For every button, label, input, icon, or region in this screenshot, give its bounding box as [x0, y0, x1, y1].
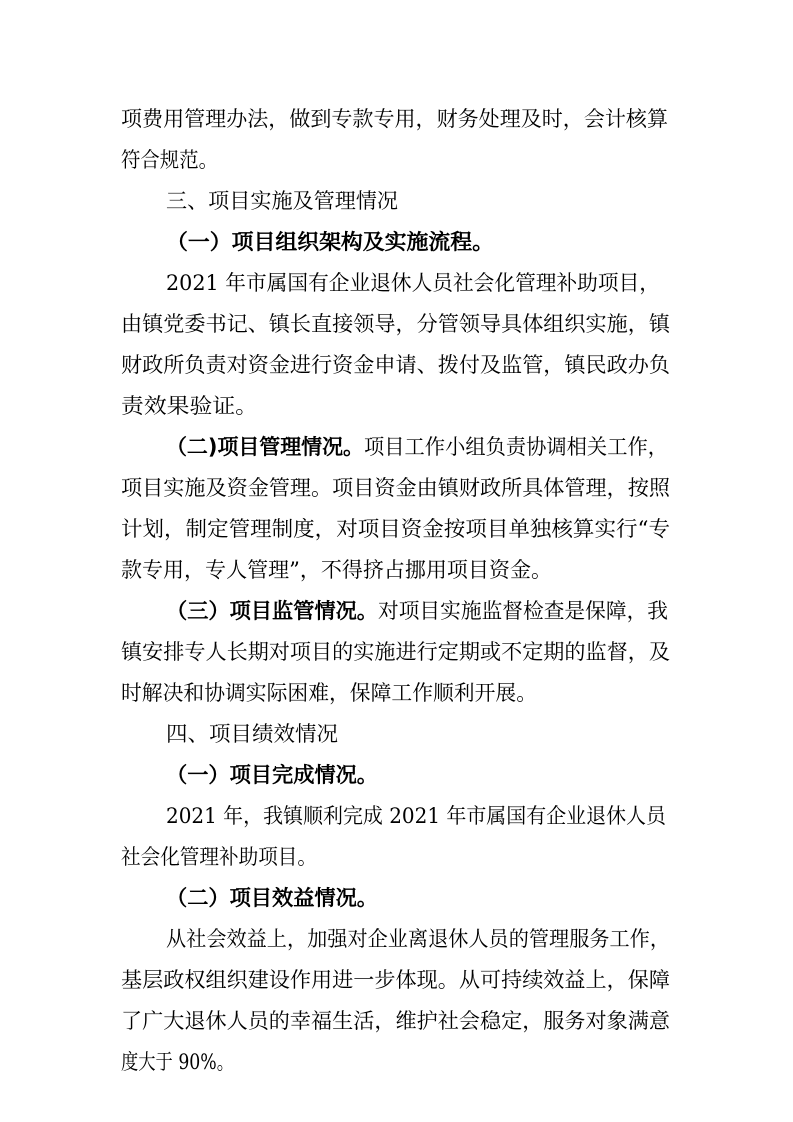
section-heading	[0, 184, 793, 218]
paragraph-line	[0, 348, 793, 382]
body-text: 镇安排专人长期对项目的实施进行定期或不定期的监督，及	[121, 640, 670, 664]
body-text: 项费用管理办法，做到专款专用，财务处理及时，会计核算	[121, 107, 668, 131]
body-text: 社会化管理补助项目。	[121, 845, 317, 869]
paragraph-line	[0, 553, 793, 587]
paragraph-line	[0, 840, 793, 874]
body-text: 基层政权组织建设作用进一步体现。从可持续效益上，保障	[121, 968, 670, 992]
body-text: 财政所负责对资金进行资金申请、拨付及监管，镇民政办负	[121, 353, 670, 377]
paragraph-line	[0, 430, 793, 464]
body-text: 2021 年市属国有企业退休人员社会化管理补助项目，	[166, 271, 660, 295]
paragraph-line	[0, 307, 793, 341]
subsection-heading	[0, 758, 793, 792]
paragraph-line	[0, 143, 793, 177]
body-text: 项目实施及资金管理。项目资金由镇财政所具体管理，按照	[121, 476, 670, 500]
body-text: 责效果验证。	[121, 394, 258, 418]
paragraph-line	[0, 471, 793, 505]
body-text: 2021 年，我镇顺利完成 2021 年市属国有企业退休人员	[166, 804, 666, 828]
paragraph-line	[0, 676, 793, 710]
paragraph-line	[0, 963, 793, 997]
paragraph-line	[0, 389, 793, 423]
subsection-heading-text: （二）项目效益情况。	[166, 886, 378, 910]
body-text: 款专用，专人管理”，不得挤占挪用项目资金。	[121, 558, 552, 582]
body-text: 从社会效益上，加强对企业离退休人员的管理服务工作，	[166, 927, 670, 951]
subsection-heading	[0, 225, 793, 259]
paragraph-line	[0, 799, 793, 833]
subsection-heading-text: （一）项目完成情况。	[166, 763, 378, 787]
body-text: 计划，制定管理制度，对项目资金按项目单独核算实行“专	[121, 517, 670, 541]
paragraph-line	[0, 266, 793, 300]
body-text: 符合规范。	[121, 148, 218, 172]
body-text: 对项目实施监督检查是保障，我	[378, 599, 668, 623]
body-text: 了广大退休人员的幸福生活，维护社会稳定，服务对象满意	[121, 1009, 670, 1033]
paragraph-line	[0, 594, 793, 628]
inline-heading: （二)项目管理情况。	[166, 435, 364, 459]
subsection-heading	[0, 881, 793, 915]
paragraph-line	[0, 512, 793, 546]
body-text: 度大于 90%。	[121, 1050, 234, 1074]
paragraph-line	[0, 922, 793, 956]
subsection-heading-text: （一）项目组织架构及实施流程。	[166, 230, 495, 254]
section-heading-text: 四、项目绩效情况	[166, 722, 338, 746]
paragraph-line	[0, 1004, 793, 1038]
section-heading	[0, 717, 793, 751]
body-text: 项目工作小组负责协调相关工作，	[364, 435, 668, 459]
body-text: 时解决和协调实际困难，保障工作顺利开展。	[121, 681, 537, 705]
inline-heading: （三）项目监管情况。	[166, 599, 378, 623]
paragraph-line	[0, 1045, 793, 1079]
paragraph-line	[0, 635, 793, 669]
paragraph-line	[0, 102, 793, 136]
section-heading-text: 三、项目实施及管理情况	[166, 189, 398, 213]
body-text: 由镇党委书记、镇长直接领导，分管领导具体组织实施，镇	[121, 312, 670, 336]
